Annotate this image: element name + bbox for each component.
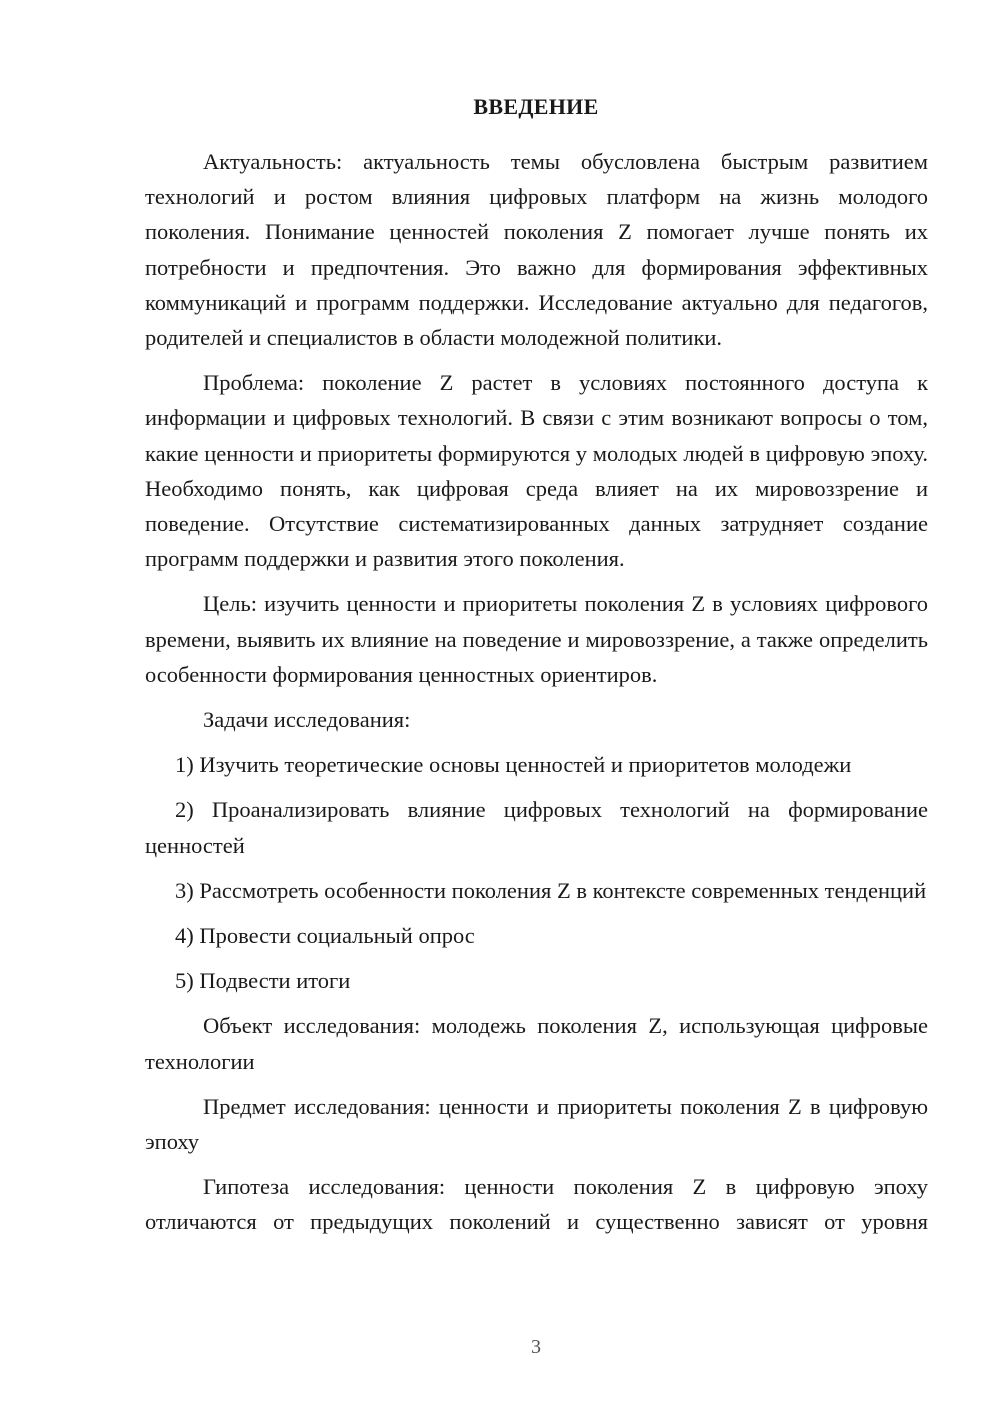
task-item-3: 3) Рассмотреть особенности поколения Z в контексте современных тенденций [175,877,927,903]
document-body [145,144,928,1250]
task-item-1: 1) Изучить теоретические основы ценностей и приоритетов молодежи [175,752,852,778]
page-title: ВВЕДЕНИЕ [473,94,599,119]
task-item-4: 4) Провести социальный опрос [175,923,475,949]
paragraph-hypothesis: Гипотеза исследования: ценности поколения Z в цифровую эпоху отличаются от предыдущих поколений и существенно зависят от уровня [145,1174,928,1235]
paragraph-goal: Цель: изучить ценности и приоритеты поколения Z в условиях цифрового времени, выявить их влияние на поведение и мировоззрение, а также определить особенности формирования ценностных ориентиров. [145,591,928,687]
paragraph-object: Объект исследования: молодежь поколения Z, использующая цифровые технологии [145,1013,928,1074]
page-number: 3 [531,1336,541,1358]
task-item-5: 5) Подвести итоги [175,968,351,994]
task-item-2: 2) Проанализировать влияние цифровых технологий на формирование ценностей [145,797,928,858]
paragraph-tasks-heading: Задачи исследования: [203,707,411,733]
paragraph-problem: Проблема: поколение Z растет в условиях постоянного доступа к информации и цифровых технологий. В связи с этим возникают вопросы о том, какие ценности и приоритеты формируются у молодых людей в цифровую эпоху. Необходимо понять, как цифровая среда влияет на их мировоззрение и поведение. Отсутствие систематизированных данных затрудняет создание программ поддержки и развития этого поколения. [145,370,928,572]
paragraph-subject: Предмет исследования: ценности и приоритеты поколения Z в цифровую эпоху [145,1093,928,1155]
paragraph-relevance: Актуальность: актуальность темы обусловлена быстрым развитием технологий и ростом влияния цифровых платформ на жизнь молодого поколения. Понимание ценностей поколения Z помогает лучше понять их потребности и предпочтения. Это важно для формирования эффективных коммуникаций и программ поддержки. Исследование актуально для педагогов, родителей и специалистов в области молодежной политики. [145,149,928,351]
